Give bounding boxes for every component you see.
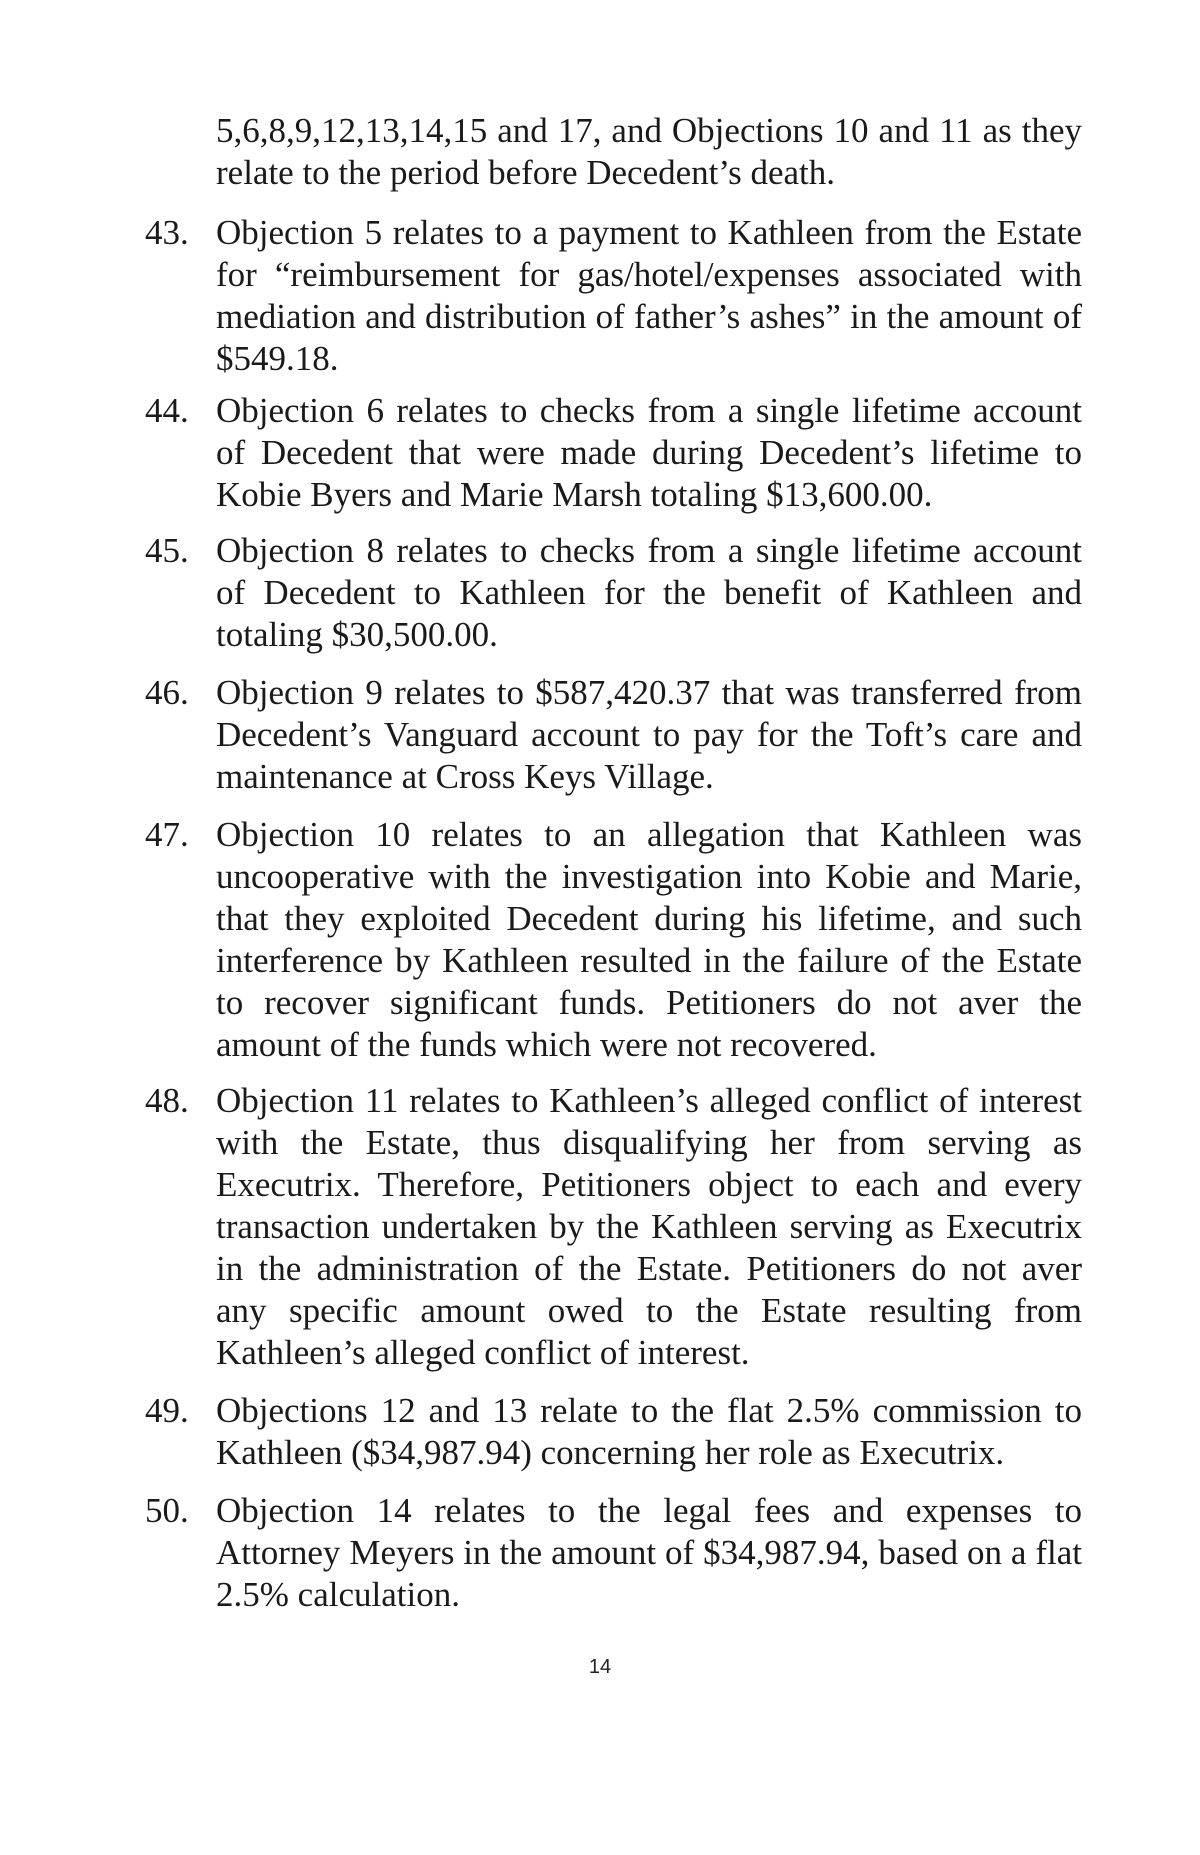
- paragraph-47: [145, 814, 1082, 1066]
- paragraph-text: Objection 11 relates to Kathleen’s alleged conflict of interest with the Estate, thus disqualifying her from serving as Executrix. Therefore, Petitioners object to each and every transaction undertaken by the Kathleen serving as Executrix in the administration of the Estate. Petitioners do not aver any specific amount owed to the Estate resulting from Kathleen’s alleged conflict of interest.: [216, 1081, 1082, 1372]
- paragraph-number: 46.: [145, 673, 189, 712]
- paragraph-text: Objection 6 relates to checks from a single lifetime account of Decedent that were made during Decedent’s lifetime to Kobie Byers and Marie Marsh totaling $13,600.00.: [216, 391, 1082, 514]
- paragraph-48: [145, 1080, 1082, 1374]
- paragraph-number: 48.: [145, 1081, 189, 1120]
- paragraph-text: Objection 14 relates to the legal fees and expenses to Attorney Meyers in the amount of $34,987.94, based on a flat 2.5% calculation.: [216, 1491, 1082, 1614]
- paragraph-number: 44.: [145, 391, 189, 430]
- paragraph-number: 50.: [145, 1491, 189, 1530]
- paragraph-text: Objection 9 relates to $587,420.37 that was transferred from Decedent’s Vanguard account to pay for the Toft’s care and maintenance at Cross Keys Village.: [216, 673, 1082, 796]
- paragraph-text: Objection 8 relates to checks from a single lifetime account of Decedent to Kathleen for the benefit of Kathleen and totaling $30,500.00.: [216, 531, 1082, 654]
- paragraph-49: [145, 1390, 1082, 1474]
- paragraph-text: Objection 5 relates to a payment to Kathleen from the Estate for “reimbursement for gas/hotel/expenses associated with mediation and distribution of father’s ashes” in the amount of $549.18.: [216, 213, 1082, 378]
- paragraph-number: 47.: [145, 815, 189, 854]
- paragraph-43: [145, 212, 1082, 380]
- paragraph-45: [145, 530, 1082, 656]
- paragraph-text: Objections 12 and 13 relate to the flat 2.5% commission to Kathleen ($34,987.94) concerning her role as Executrix.: [216, 1391, 1082, 1472]
- paragraph-number: 43.: [145, 213, 189, 252]
- paragraph-number: 45.: [145, 531, 189, 570]
- paragraph-50: [145, 1490, 1082, 1616]
- paragraph-number: 49.: [145, 1391, 189, 1430]
- paragraph-44: [145, 390, 1082, 516]
- continuation-paragraph: 5,6,8,9,12,13,14,15 and 17, and Objections 10 and 11 as they relate to the period before Decedent’s death.: [216, 111, 1082, 192]
- paragraph-text: Objection 10 relates to an allegation that Kathleen was uncooperative with the investigation into Kobie and Marie, that they exploited Decedent during his lifetime, and such interference by Kathleen resulted in the failure of the Estate to recover significant funds. Petitioners do not aver the amount of the funds which were not recovered.: [216, 815, 1082, 1064]
- paragraph-46: [145, 672, 1082, 798]
- page-number: 14: [588, 1656, 612, 1678]
